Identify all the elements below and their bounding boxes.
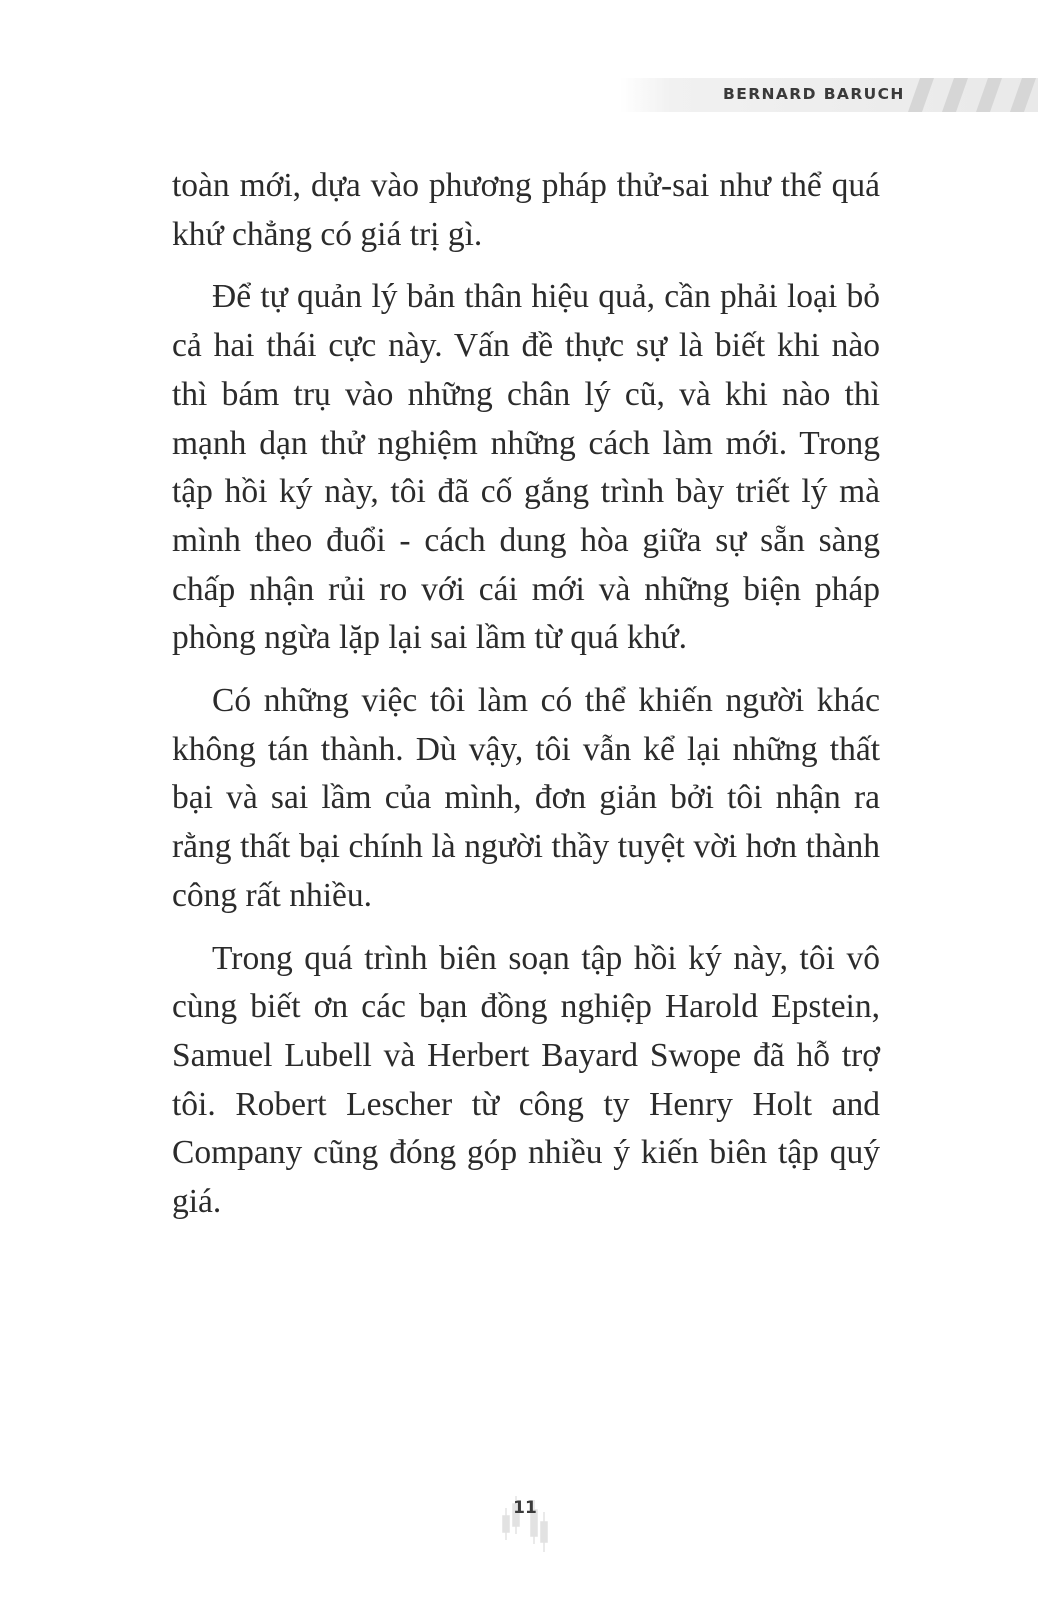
page-footer <box>500 1490 550 1554</box>
paragraph: Trong quá trình biên soạn tập hồi ký này, tôi vô cùng biết ơn các bạn đồng nghiệp Harold Epstein, Samuel Lubell và Herbert Bayard Swope đã hỗ trợ tôi. Robert Lescher từ công ty Henry Holt and Company cũng đóng góp nhiều ý kiến biên tập quý giá. <box>172 939 880 1221</box>
header-stripes-decoration <box>890 78 1038 112</box>
paragraph: Có những việc tôi làm có thể khiến người khác không tán thành. Dù vậy, tôi vẫn kể lại những thất bại và sai lầm của mình, đơn giản bởi tôi nhận ra rằng thất bại chính là người thầy tuyệt vời hơn thành công rất nhiều. <box>172 682 880 914</box>
paragraph: Để tự quản lý bản thân hiệu quả, cần phải loại bỏ cả hai thái cực này. Vấn đề thực sự là biết khi nào thì bám trụ vào những chân lý cũ, và khi nào thì mạnh dạn thử nghiệm những cách làm mới. Trong tập hồi ký này, tôi đã cố gắng trình bày triết lý mà mình theo đuổi - cách dung hòa giữa sự sẵn sàng chấp nhận rủi ro với cái mới và những biện pháp phòng ngừa lặp lại sai lầm từ quá khứ. <box>172 278 880 657</box>
paragraph: toàn mới, dựa vào phương pháp thử-sai như thể quá khứ chẳng có giá trị gì. <box>172 167 880 253</box>
running-header-title: BERNARD BARUCH <box>723 85 905 103</box>
body-text <box>172 162 880 1241</box>
page-number: 11 <box>513 1498 537 1518</box>
